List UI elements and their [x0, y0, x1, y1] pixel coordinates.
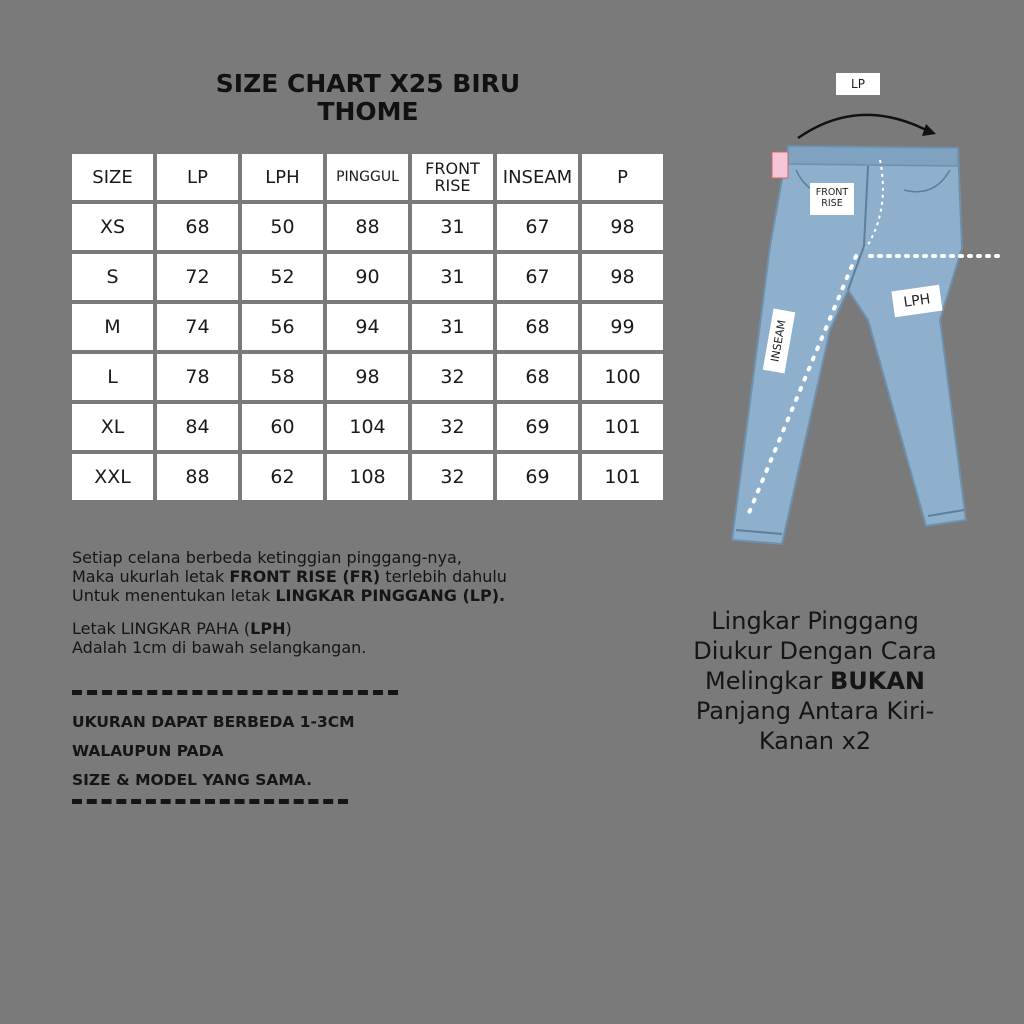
- header-p: P: [582, 154, 663, 200]
- explain-line: Panjang Antara Kiri-: [695, 697, 935, 725]
- front-rise-cell: 31: [412, 204, 493, 250]
- front-rise-cell: 31: [412, 254, 493, 300]
- table-row: [72, 454, 663, 500]
- pinggul-cell: 104: [327, 404, 408, 450]
- explain-line: Diukur Dengan Cara: [693, 637, 937, 665]
- front-rise-label-line: RISE: [821, 198, 843, 209]
- pinggul-cell: 90: [327, 254, 408, 300]
- dashed-divider-bottom: [72, 799, 348, 804]
- explain-line: [662, 666, 968, 696]
- lph-cell: 62: [242, 454, 323, 500]
- front-rise-label: [810, 183, 854, 215]
- p-cell: 99: [582, 304, 663, 350]
- waist-arrow-icon: [798, 115, 930, 138]
- lp-cell: 84: [157, 404, 238, 450]
- table-row: [72, 304, 663, 350]
- table-row: [72, 254, 663, 300]
- pinggul-cell: 108: [327, 454, 408, 500]
- pinggul-cell: 98: [327, 354, 408, 400]
- table-row: [72, 204, 663, 250]
- note-text: Setiap celana berbeda ketinggian pinggang-nya,: [72, 548, 462, 567]
- note-text: Adalah 1cm di bawah selangkangan.: [72, 638, 367, 657]
- p-cell: 98: [582, 204, 663, 250]
- explain-bold-text: BUKAN: [829, 667, 925, 695]
- note-text: Untuk menentukan letak: [72, 586, 276, 605]
- size-cell: XXL: [72, 454, 153, 500]
- size-cell: M: [72, 304, 153, 350]
- note-bold-text: LINGKAR PINGGANG (LP).: [275, 586, 506, 605]
- p-cell: 101: [582, 454, 663, 500]
- p-cell: 101: [582, 404, 663, 450]
- inseam-cell: 67: [497, 204, 578, 250]
- lph-cell: 60: [242, 404, 323, 450]
- lp-cell: 88: [157, 454, 238, 500]
- inseam-cell: 68: [497, 354, 578, 400]
- explain-line: Kanan x2: [758, 727, 872, 755]
- size-cell: S: [72, 254, 153, 300]
- spacer: [72, 605, 632, 619]
- warning-line: UKURAN DAPAT BERBEDA 1-3CM: [72, 713, 355, 731]
- p-cell: 100: [582, 354, 663, 400]
- lph-label: LPH: [891, 285, 942, 317]
- warning-line: SIZE & MODEL YANG SAMA.: [72, 771, 312, 789]
- inseam-cell: 67: [497, 254, 578, 300]
- dashed-divider-top: [72, 690, 398, 695]
- lph-cell: 50: [242, 204, 323, 250]
- lph-cell: 58: [242, 354, 323, 400]
- size-chart-table: [68, 150, 667, 504]
- note-line: [72, 567, 632, 586]
- lp-cell: 72: [157, 254, 238, 300]
- note-text: Maka ukurlah letak: [72, 567, 230, 586]
- explain-text: Melingkar: [705, 667, 830, 695]
- note-text: ): [285, 619, 292, 638]
- inseam-cell: 69: [497, 404, 578, 450]
- pinggul-cell: 88: [327, 204, 408, 250]
- title-line-2: THOME: [317, 97, 419, 126]
- explain-line: Lingkar Pinggang: [711, 607, 919, 635]
- inseam-cell: 69: [497, 454, 578, 500]
- front-rise-cell: 32: [412, 404, 493, 450]
- p-cell: 98: [582, 254, 663, 300]
- note-line: [72, 619, 632, 638]
- inseam-cell: 68: [497, 304, 578, 350]
- lp-cell: 74: [157, 304, 238, 350]
- warning-line: WALAUPUN PADA: [72, 742, 224, 760]
- header-inseam: INSEAM: [497, 154, 578, 200]
- arrowhead-icon: [922, 124, 936, 136]
- title-line-1: SIZE CHART X25 BIRU: [215, 69, 521, 98]
- inseam-label: INSEAM: [763, 309, 795, 374]
- note-line: [72, 586, 632, 605]
- table-header-row: [72, 154, 663, 200]
- header-size: SIZE: [72, 154, 153, 200]
- table-row: [72, 354, 663, 400]
- header-front-rise: [412, 154, 493, 200]
- jeans-diagram: [690, 70, 1024, 550]
- note-bold-text: LPH: [250, 619, 286, 638]
- lp-label: LP: [836, 73, 880, 95]
- pinggul-cell: 94: [327, 304, 408, 350]
- table-row: [72, 404, 663, 450]
- waist-explanation: [662, 606, 968, 756]
- front-rise-cell: 32: [412, 354, 493, 400]
- header-lp: LP: [157, 154, 238, 200]
- lp-cell: 78: [157, 354, 238, 400]
- front-rise-cell: 32: [412, 454, 493, 500]
- note-bold-text: FRONT RISE (FR): [229, 567, 381, 586]
- header-front-rise-text: FRONT RISE: [425, 159, 480, 195]
- size-cell: XL: [72, 404, 153, 450]
- size-warning: [72, 708, 355, 795]
- measurement-notes: [72, 548, 632, 657]
- note-text: terlebih dahulu: [380, 567, 507, 586]
- size-cell: L: [72, 354, 153, 400]
- header-lph: LPH: [242, 154, 323, 200]
- front-rise-label-line: FRONT: [815, 187, 849, 198]
- note-line: [72, 638, 632, 657]
- lp-cell: 68: [157, 204, 238, 250]
- page-title: [190, 70, 546, 126]
- lph-cell: 56: [242, 304, 323, 350]
- note-text: Letak LINGKAR PAHA (: [72, 619, 251, 638]
- note-line: [72, 548, 632, 567]
- lph-cell: 52: [242, 254, 323, 300]
- header-pinggul: PINGGUL: [327, 154, 408, 200]
- front-rise-cell: 31: [412, 304, 493, 350]
- size-cell: XS: [72, 204, 153, 250]
